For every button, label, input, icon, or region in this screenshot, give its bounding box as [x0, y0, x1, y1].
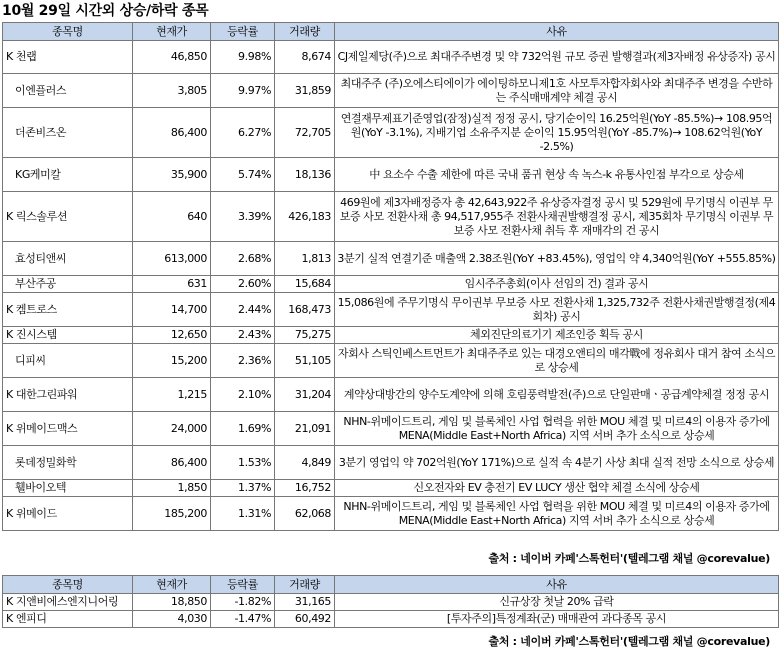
current-price: 613,000: [133, 242, 211, 276]
trade-volume: 75,275: [275, 327, 335, 344]
rising-table: [2, 22, 779, 531]
stock-name: K 엔피디: [3, 611, 133, 628]
trade-volume: 72,705: [275, 108, 335, 158]
stock-name: K 켐트로스: [3, 293, 133, 327]
source-note: 출처 : 네이버 카페'스톡헌터'(텔레그램 채널 @corevalue): [488, 635, 770, 648]
reason-text: 신오전자와 EV 충전기 EV LUCY 생산 협약 체결 소식에 상승세: [335, 480, 779, 497]
stock-name: K 위메이드: [3, 497, 133, 531]
change-rate: 2.60%: [211, 276, 275, 293]
stock-name: K 천랩: [3, 41, 133, 74]
stock-name: 롯데정밀화학: [3, 446, 133, 480]
reason-text: [투자주의]특정계좌(군) 매매관여 과다종목 공시: [335, 611, 779, 628]
trade-volume: 51,105: [275, 344, 335, 378]
change-rate: 1.53%: [211, 446, 275, 480]
current-price: 46,850: [133, 41, 211, 74]
trade-volume: 1,813: [275, 242, 335, 276]
reason-text: NHN-위메이드트리, 게임 및 블록체인 사업 협력을 위한 MOU 체결 및 미르4의 이용자 증가에 MENA(Middle East+North Africa) 지역 서버 추가 소식으로 상승세: [335, 412, 779, 446]
table-row: [3, 344, 779, 378]
source-note: 출처 : 네이버 카페'스톡헌터'(텔레그램 채널 @corevalue): [488, 552, 770, 565]
stock-name: K 지앤비에스엔지니어링: [3, 594, 133, 611]
trade-volume: 16,752: [275, 480, 335, 497]
header-change: 등락률: [211, 576, 275, 594]
reason-text: 임시주주총회(이사 선임의 건) 결과 공시: [335, 276, 779, 293]
current-price: 4,030: [133, 611, 211, 628]
header-volume: 거래량: [275, 23, 335, 41]
stock-name: 더존비즈온: [3, 108, 133, 158]
table-row: [3, 611, 779, 628]
header-volume: 거래량: [275, 576, 335, 594]
table-row: [3, 412, 779, 446]
reason-text: 최대주주 (주)오에스티에이가 에이팅하모니제1호 사모투자합자회사와 최대주주 변경을 수반하는 주식매매계약 체결 공시: [335, 74, 779, 108]
trade-volume: 15,684: [275, 276, 335, 293]
falling-body: [3, 594, 779, 628]
trade-volume: 31,204: [275, 378, 335, 412]
stock-name: K 진시스템: [3, 327, 133, 344]
change-rate: 2.44%: [211, 293, 275, 327]
trade-volume: 168,473: [275, 293, 335, 327]
trade-volume: 18,136: [275, 158, 335, 192]
reason-text: 3분기 영업익 약 702억원(YoY 171%)으로 실적 속 4분기 사상 최대 실적 전망 소식으로 상승세: [335, 446, 779, 480]
table-row: [3, 74, 779, 108]
trade-volume: 8,674: [275, 41, 335, 74]
current-price: 640: [133, 192, 211, 242]
change-rate: 1.31%: [211, 497, 275, 531]
change-rate: -1.47%: [211, 611, 275, 628]
header-reason: 사유: [335, 576, 779, 594]
table-row: [3, 108, 779, 158]
trade-volume: 60,492: [275, 611, 335, 628]
reason-text: 계약상대방간의 양수도계약에 의해 호림풍력발전(주)으로 단일판매ㆍ공급계약체결 정정 공시: [335, 378, 779, 412]
table-row: [3, 327, 779, 344]
table-row: [3, 480, 779, 497]
trade-volume: 31,165: [275, 594, 335, 611]
current-price: 24,000: [133, 412, 211, 446]
table-row: [3, 242, 779, 276]
change-rate: 2.10%: [211, 378, 275, 412]
stock-name: 디피씨: [3, 344, 133, 378]
trade-volume: 21,091: [275, 412, 335, 446]
reason-text: 연결재무제표기준영업(잠정)실적 정정 공시, 당기순이익 16.25억원(YoY -85.5%)→ 108.95억원(YoY -3.1%), 지배기업 소유주지분 순이익 15.95억원(YoY -85.7%)→ 108.62억원(YoY -2.5%): [335, 108, 779, 158]
current-price: 631: [133, 276, 211, 293]
change-rate: 3.39%: [211, 192, 275, 242]
table-row: [3, 446, 779, 480]
reason-text: 469원에 제3자배정증자 총 42,643,922주 유상증자결정 공시 및 529원에 무기명식 이권부 무보증 사모 전환사채 총 94,517,955주 전환사채권발행결정 공시, 제35회차 무기명식 이권부 무보증 사모 전환사채 취득 후 재매각의 건 공시: [335, 192, 779, 242]
stock-name: K 릭스솔루션: [3, 192, 133, 242]
table-row: [3, 192, 779, 242]
reason-text: 15,086원에 주무기명식 무이권부 무보증 사모 전환사채 1,325,732주 전환사채권발행결정(제4회차) 공시: [335, 293, 779, 327]
header-name: 종목명: [3, 23, 133, 41]
current-price: 18,850: [133, 594, 211, 611]
rising-header-row: [3, 23, 779, 41]
rising-body: [3, 41, 779, 531]
current-price: 14,700: [133, 293, 211, 327]
current-price: 3,805: [133, 74, 211, 108]
reason-text: NHN-위메이드트리, 게임 및 블록체인 사업 협력을 위한 MOU 체결 및 미르4의 이용자 증가에 MENA(Middle East+North Africa) 지역 서버 추가 소식으로 상승세: [335, 497, 779, 531]
table-row: [3, 158, 779, 192]
stock-name: KG케미칼: [3, 158, 133, 192]
stock-name: 효성티앤씨: [3, 242, 133, 276]
table-row: [3, 378, 779, 412]
table-row: [3, 276, 779, 293]
header-change: 등락률: [211, 23, 275, 41]
table-row: [3, 41, 779, 74]
trade-volume: 426,183: [275, 192, 335, 242]
change-rate: 1.69%: [211, 412, 275, 446]
change-rate: 2.43%: [211, 327, 275, 344]
trade-volume: 62,068: [275, 497, 335, 531]
current-price: 185,200: [133, 497, 211, 531]
page-title: 10월 29일 시간외 상승/하락 종목: [2, 3, 209, 19]
table-row: [3, 497, 779, 531]
stock-name: 이엔플러스: [3, 74, 133, 108]
stock-name: K 대한그린파워: [3, 378, 133, 412]
change-rate: -1.82%: [211, 594, 275, 611]
header-name: 종목명: [3, 576, 133, 594]
stock-name: 휄바이오텍: [3, 480, 133, 497]
current-price: 12,650: [133, 327, 211, 344]
header-reason: 사유: [335, 23, 779, 41]
change-rate: 5.74%: [211, 158, 275, 192]
current-price: 86,400: [133, 108, 211, 158]
header-price: 현재가: [133, 576, 211, 594]
reason-text: 체외진단의료기기 제조인증 획득 공시: [335, 327, 779, 344]
reason-text: 3분기 실적 연결기준 매출액 2.38조원(YoY +83.45%), 영업익 약 4,340억원(YoY +555.85%): [335, 242, 779, 276]
change-rate: 6.27%: [211, 108, 275, 158]
reason-text: CJ제일제당(주)으로 최대주주변경 및 약 732억원 규모 증권 발행결과(제3자배정 유상증자) 공시: [335, 41, 779, 74]
change-rate: 9.97%: [211, 74, 275, 108]
current-price: 15,200: [133, 344, 211, 378]
change-rate: 2.68%: [211, 242, 275, 276]
header-price: 현재가: [133, 23, 211, 41]
reason-text: 자회사 스틱인베스트먼트가 최대주주로 있는 대경오앤티의 매각戰에 정유회사 대거 참여 소식으로 상승세: [335, 344, 779, 378]
current-price: 86,400: [133, 446, 211, 480]
current-price: 35,900: [133, 158, 211, 192]
table-row: [3, 293, 779, 327]
current-price: 1,215: [133, 378, 211, 412]
reason-text: 신규상장 첫날 20% 급락: [335, 594, 779, 611]
change-rate: 1.37%: [211, 480, 275, 497]
falling-header-row: [3, 576, 779, 594]
trade-volume: 31,859: [275, 74, 335, 108]
stock-name: K 위메이드맥스: [3, 412, 133, 446]
reason-text: 中 요소수 수출 제한에 따른 국내 품귀 현상 속 녹스-k 유통사인점 부각으로 상승세: [335, 158, 779, 192]
table-row: [3, 594, 779, 611]
current-price: 1,850: [133, 480, 211, 497]
trade-volume: 4,849: [275, 446, 335, 480]
change-rate: 2.36%: [211, 344, 275, 378]
falling-table: [2, 575, 779, 628]
change-rate: 9.98%: [211, 41, 275, 74]
stock-name: 부산주공: [3, 276, 133, 293]
